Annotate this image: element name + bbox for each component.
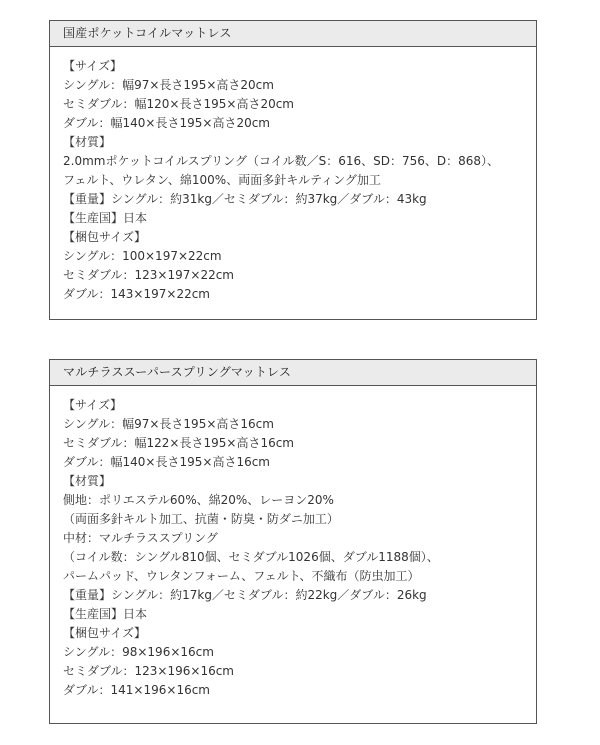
spec-line: シングル：幅97×長さ195×高さ16cm xyxy=(63,417,274,431)
spec-box-pocket-coil xyxy=(49,20,537,320)
spec-box-multi-spring xyxy=(49,359,537,724)
spec-line: 【生産国】日本 xyxy=(63,607,148,621)
spec-line: シングル：幅97×長さ195×高さ20cm xyxy=(63,78,274,92)
spec-line: 【梱包サイズ】 xyxy=(63,626,147,640)
spec-line: 【生産国】日本 xyxy=(63,211,148,225)
spec-title: 国産ポケットコイルマットレス xyxy=(50,21,536,47)
spec-line: ダブル：幅140×長さ195×高さ16cm xyxy=(63,455,270,469)
spec-line: ダブル：141×196×16cm xyxy=(63,683,210,697)
spec-line: （両面多針キルト加工、抗菌・防臭・防ダニ加工） xyxy=(63,512,339,526)
spec-line: 【材質】 xyxy=(63,474,112,488)
spec-line: パームパッド、ウレタンフォーム、フェルト、不織布（防虫加工） xyxy=(63,569,420,583)
spec-line: （コイル数：シングル810個、セミダブル1026個、ダブル1188個）、 xyxy=(63,550,439,564)
spec-line: 【重量】シングル：約17kg／セミダブル：約22kg／ダブル：26kg xyxy=(63,588,427,602)
spec-line: シングル：100×197×22cm xyxy=(63,249,222,263)
spec-line: 2.0mmポケットコイルスプリング（コイル数／S：616、SD：756、D：868）、 xyxy=(63,154,500,168)
spec-line: シングル：98×196×16cm xyxy=(63,645,214,659)
spec-line: セミダブル：123×196×16cm xyxy=(63,664,234,678)
spec-title: マルチラススーパースプリングマットレス xyxy=(50,360,536,386)
spec-line: セミダブル：幅122×長さ195×高さ16cm xyxy=(63,436,294,450)
spec-line: 【サイズ】 xyxy=(63,59,123,73)
spec-line: ダブル：143×197×22cm xyxy=(63,287,210,301)
spec-line: フェルト、ウレタン、綿100%、両面多針キルティング加工 xyxy=(63,173,381,187)
spec-line: 中材：マルチラススプリング xyxy=(63,531,218,545)
spec-body xyxy=(50,47,536,304)
spec-line: セミダブル：幅120×長さ195×高さ20cm xyxy=(63,97,294,111)
spec-line: 側地：ポリエステル60%、綿20%、レーヨン20% xyxy=(63,493,334,507)
spec-line: 【梱包サイズ】 xyxy=(63,230,147,244)
spec-line: 【サイズ】 xyxy=(63,398,123,412)
spec-line: セミダブル：123×197×22cm xyxy=(63,268,234,282)
spec-line: 【材質】 xyxy=(63,135,112,149)
spec-line: ダブル：幅140×長さ195×高さ20cm xyxy=(63,116,270,130)
spec-body xyxy=(50,386,536,700)
spec-line: 【重量】シングル：約31kg／セミダブル：約37kg／ダブル：43kg xyxy=(63,192,427,206)
